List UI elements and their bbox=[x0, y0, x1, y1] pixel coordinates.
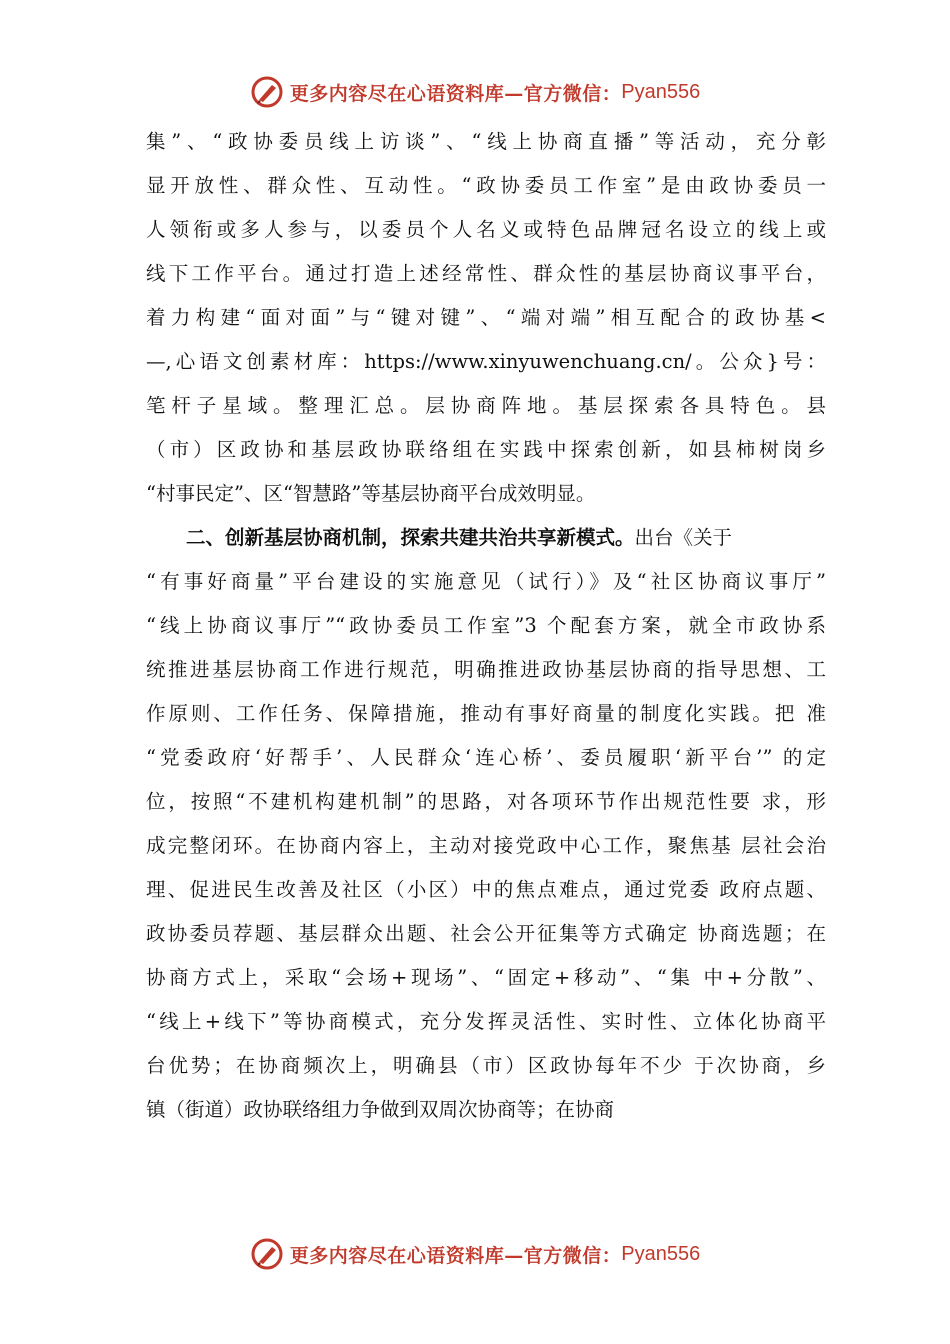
paragraph-line: —,心语文创素材库：https://www.xinyuwenchuang.cn/。公众}号： bbox=[146, 350, 826, 373]
header-banner-text: 更多内容尽在心语资料库—官方微信： bbox=[289, 82, 622, 105]
paragraph-line: 镇（街道）政协联络组力争做到双周次协商等；在协商 bbox=[146, 1098, 615, 1121]
pen-logo-icon bbox=[250, 1237, 284, 1271]
header-banner-id: Pyan556 bbox=[621, 80, 701, 103]
paragraph-line: “线上+线下”等协商模式，充分发挥灵活性、实时性、立体化协商平 bbox=[146, 1010, 826, 1033]
paragraph-line: 政协委员荐题、基层群众出题、社会公开征集等方式确定 协商选题；在 bbox=[146, 922, 826, 945]
section2-first-line bbox=[146, 516, 826, 560]
paragraph-line: 集”、“政协委员线上访谈”、“线上协商直播”等活动，充分彰 bbox=[146, 130, 826, 153]
paragraph-line: 作原则、工作任务、保障措施，推动有事好商量的制度化实践。把 准 bbox=[146, 702, 826, 725]
footer-banner bbox=[0, 1232, 950, 1276]
section2-first-line-rest: 出台《关于 bbox=[634, 526, 733, 549]
paragraph-line: 人领衔或多人参与，以委员个人名义或特色品牌冠名设立的线上或 bbox=[146, 218, 826, 241]
footer-banner-text: 更多内容尽在心语资料库—官方微信： bbox=[289, 1244, 622, 1267]
paragraph-line: （市）区政协和基层政协联络组在实践中探索创新，如县柿树岗乡 bbox=[146, 438, 826, 461]
header-banner bbox=[0, 70, 950, 114]
paragraph-line: 统推进基层协商工作进行规范，明确推进政协基层协商的指导思想、工 bbox=[146, 658, 826, 681]
pen-logo-icon bbox=[250, 75, 284, 109]
paragraph-line: 显开放性、群众性、互动性。“政协委员工作室”是由政协委员一 bbox=[146, 174, 826, 197]
body-text bbox=[146, 120, 826, 1132]
paragraph-line: 位，按照“不建机构建机制”的思路，对各项环节作出规范性要 求，形 bbox=[146, 790, 826, 813]
paragraph-line: 理、促进民生改善及社区（小区）中的焦点难点，通过党委 政府点题、 bbox=[146, 878, 826, 901]
paragraph-line: “有事好商量”平台建设的实施意见（试行）》及“社区协商议事厅” bbox=[146, 570, 826, 593]
paragraph-line: 着力构建“面对面”与“键对键”、“端对端”相互配合的政协基< bbox=[146, 306, 826, 329]
paragraph-line: 协商方式上，采取“会场+现场”、“固定+移动”、“集 中+分散”、 bbox=[146, 966, 826, 989]
paragraph-line: 笔杆子星域。整理汇总。层协商阵地。基层探索各具特色。县 bbox=[146, 394, 826, 417]
paragraph-line: “党委政府‘好帮手’、人民群众‘连心桥’、委员履职‘新平台’” 的定 bbox=[146, 746, 826, 769]
section2-heading: 二、创新基层协商机制，探索共建共治共享新模式。 bbox=[186, 526, 635, 549]
paragraph-line: “线上协商议事厅”“政协委员工作室”3 个配套方案，就全市政协系 bbox=[146, 614, 826, 637]
paragraph-line: 线下工作平台。通过打造上述经常性、群众性的基层协商议事平台， bbox=[146, 262, 826, 285]
paragraph-line: “村事民定”、区“智慧路”等基层协商平台成效明显。 bbox=[146, 482, 596, 505]
paragraph-line: 成完整闭环。在协商内容上，主动对接党政中心工作，聚焦基 层社会治 bbox=[146, 834, 826, 857]
paragraph-line: 台优势；在协商频次上，明确县（市）区政协每年不少 于次协商，乡 bbox=[146, 1054, 826, 1077]
footer-banner-id: Pyan556 bbox=[621, 1242, 701, 1265]
